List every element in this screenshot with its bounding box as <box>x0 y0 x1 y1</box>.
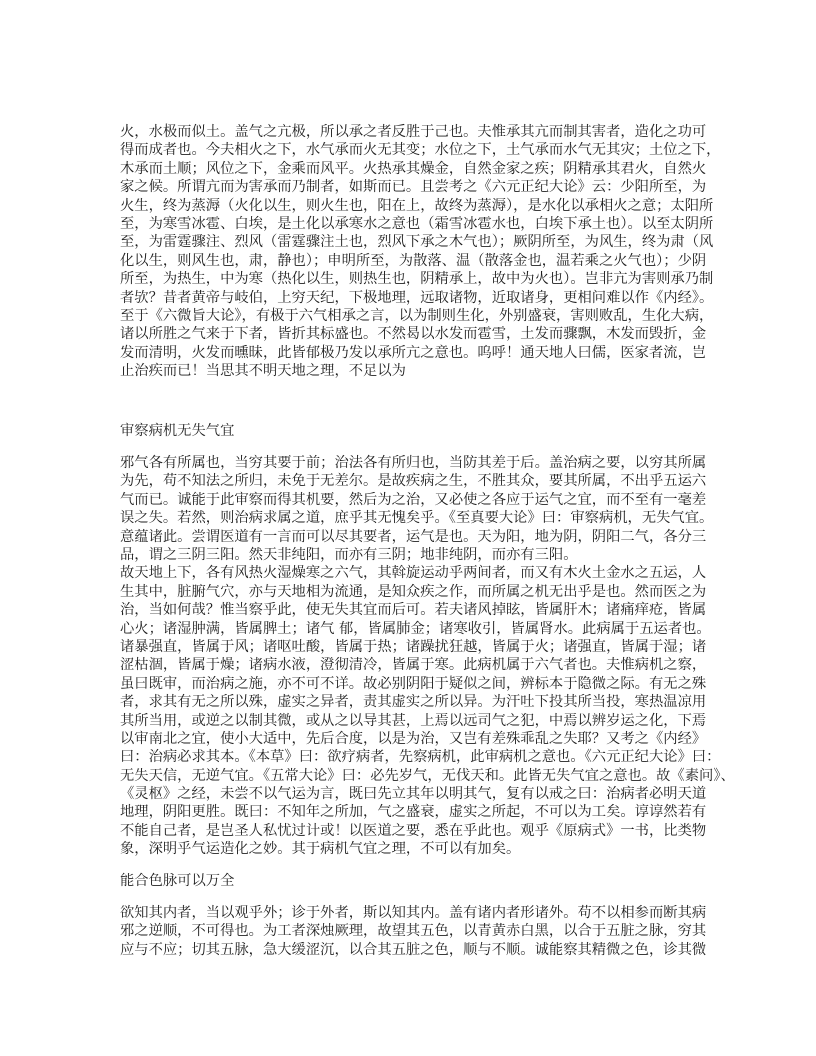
text-line: 无失天信，无逆气宜。《五常大论》曰：必先岁气，无伐天和。此皆无失气宜之意也。故《素问》、 <box>120 767 735 784</box>
text-line: 诸暴强直，皆属于风；诸呕吐酸，皆属于热；诸躁扰狂越，皆属于火；诸强直，皆属于湿；诸 <box>120 638 707 655</box>
text-line: 发而清明，火发而曛昧，此皆郁极乃发以承所亢之意也。呜呼！通天地人曰儒，医家者流，岂 <box>120 344 707 361</box>
text-line: 心火；诸湿肿满，皆属脾土；诸气 郁，皆属肺金；诸寒收引，皆属肾水。此病属于五运者也。 <box>120 620 711 637</box>
text-line: 火生，终为蒸溽（火化以生，则火生也，阳在上，故终为蒸溽），是水化以承相火之意；太阳所 <box>120 197 714 214</box>
text-line: 火，水极而似土。盖气之亢极，所以承之者反胜于己也。夫惟承其亢而制其害者，造化之功可 <box>120 124 707 140</box>
text-line: 故天地上下，各有风热火湿燥寒之六气，其斡旋运动乎两间者，而又有木火土金水之五运，人 <box>120 565 707 582</box>
text-line: 邪之逆顺，不可得也。为工者深烛厥理，故望其五色，以青黄赤白黑，以合于五脏之脉，穷其 <box>120 923 707 940</box>
text-line: 意蕴诸此。尝谓医道有一言而可以尽其要者，运气是也。天为阳，地为阴，阴阳二气，各分三 <box>120 528 707 545</box>
text-line: 止治疾而已！当思其不明天地之理，不足以为 <box>120 363 406 380</box>
text-line: 以审南北之宜，使小大适中，先后合度，以是为治，又岂有差殊乖乱之失耶？又考之《内经》 <box>120 730 707 747</box>
text-line: 至，为雷霆骤注、烈风（雷霆骤注土也，烈风下承之木气也）；厥阴所至，为风生，终为肃（风 <box>120 234 714 251</box>
text-line: 至，为寒雪冰雹、白埃，是土化以承寒水之意也（霜雪冰雹水也，白埃下承土也）。以至太阴所 <box>120 215 714 232</box>
text-line: 者欤？昔者黄帝与岐伯，上穷天纪，下极地理，远取诸物，近取诸身，更相问难以作《内经》。 <box>120 289 714 306</box>
text-line: 至于《六微旨大论》，有极于六气相承之言，以为制则生化，外别盛衰，害则败乱，生化大病， <box>120 307 714 324</box>
section-heading-2: 能合色脉可以万全 <box>120 873 235 889</box>
text-line: 气而已。诚能于此审察而得其机要，然后为之治，又必使之各应于运气之宜，而不至有一毫差 <box>120 491 707 508</box>
text-line: 曰：治病必求其本。《本草》曰：欲疗病者，先察病机，此审病机之意也。《六元正纪大论》曰： <box>120 749 721 766</box>
text-line: 为先，苟不知法之所归，未免于无差尔。是故疾病之生，不胜其众，要其所属，不出乎五运六 <box>120 473 707 490</box>
text-line: 得而成者也。今夫相火之下，水气承而火无其变；水位之下，土气承而水气无其灾；土位之下， <box>120 142 721 159</box>
text-line: 涩枯涸，皆属于燥；诸病水液，澄彻清冷，皆属于寒。此病机属于六气者也。夫惟病机之察， <box>120 657 707 674</box>
text-line: 品，谓之三阴三阳。然天非纯阳，而亦有三阴；地非纯阴，而亦有三阳。 <box>120 546 578 563</box>
text-line: 误之失。若然，则治病求属之道，庶乎其无愧矣乎。《至真要大论》曰：审察病机，无失气宜。 <box>120 510 714 527</box>
text-line: 治，当如何哉？惟当察乎此，使无失其宜而后可。若夫诸风掉眩，皆属肝木；诸痛痒疮，皆属 <box>120 602 707 619</box>
text-line: 应与不应；切其五脉，急大缓涩沉，以合其五脏之色，顺与不顺。诚能察其精微之色，诊其微 <box>120 941 707 958</box>
text-line: 家之候。所谓亢而为害承而乃制者，如斯而已。且尝考之《六元正纪大论》云：少阳所至，为 <box>120 179 707 196</box>
text-line: 所至，为热生，中为寒（热化以生，则热生也，阴精承上，故中为火也）。岂非亢为害则承乃制 <box>120 271 714 288</box>
paragraph-4 <box>120 904 707 959</box>
text-line: 欲知其内者，当以观乎外；诊于外者，斯以知其内。盖有诸内者形诸外。苟不以相参而断其病 <box>120 905 707 921</box>
text-line: 象，深明乎气运造化之妙。其于病机气宜之理，不可以有加矣。 <box>120 841 521 858</box>
paragraph-2 <box>120 454 714 564</box>
paragraph-3 <box>120 564 735 858</box>
section-heading-1: 审察病机无失气宜 <box>120 423 235 439</box>
text-line: 化以生，则风生也，肃，静也）；申明所至，为散落、温（散落金也，温若乘之火气也）；少阴 <box>120 252 707 269</box>
text-line: 虽曰既审，而治病之施，亦不可不详。故必别阴阳于疑似之间，辨标本于隐微之际。有无之殊 <box>120 675 707 692</box>
text-line: 其所当用，或逆之以制其微，或从之以导其甚，上焉以远司气之犯，中焉以辨岁运之化，下焉 <box>120 712 707 729</box>
text-line: 诸以所胜之气来于下者，皆折其标盛也。不然曷以水发而雹雪，土发而骤飘，木发而毁折，金 <box>120 326 707 343</box>
text-line: 地理，阴阳更胜。既曰：不知年之所加，气之盛衰，虚实之所起，不可以为工矣。谆谆然若有 <box>120 804 707 821</box>
text-line: 者，求其有无之所以殊，虚实之异者，责其虚实之所以异。为汗吐下投其所当投，寒热温凉用 <box>120 694 707 711</box>
text-line: 木承而土顺；风位之下，金乘而风平。火热承其燥金，自然金家之疾；阴精承其君火，自然火 <box>120 160 707 177</box>
text-line: 生其中，脏腑气穴，亦与天地相为流通，是知众疾之作，而所属之机无出乎是也。然而医之为 <box>120 583 707 600</box>
text-line: 《灵枢》之经，未尝不以气运为言，既曰先立其年以明其气，复有以戒之曰：治病者必明天道 <box>120 786 707 803</box>
paragraph-1 <box>120 123 721 380</box>
text-line: 不能自己者，是岂圣人私忧过计或！以医道之要，悉在乎此也。观乎《原病式》一书，比类物 <box>120 822 707 839</box>
text-line: 邪气各有所属也，当穷其要于前；治法各有所归也，当防其差于后。盖治病之要，以穷其所属 <box>120 455 707 471</box>
